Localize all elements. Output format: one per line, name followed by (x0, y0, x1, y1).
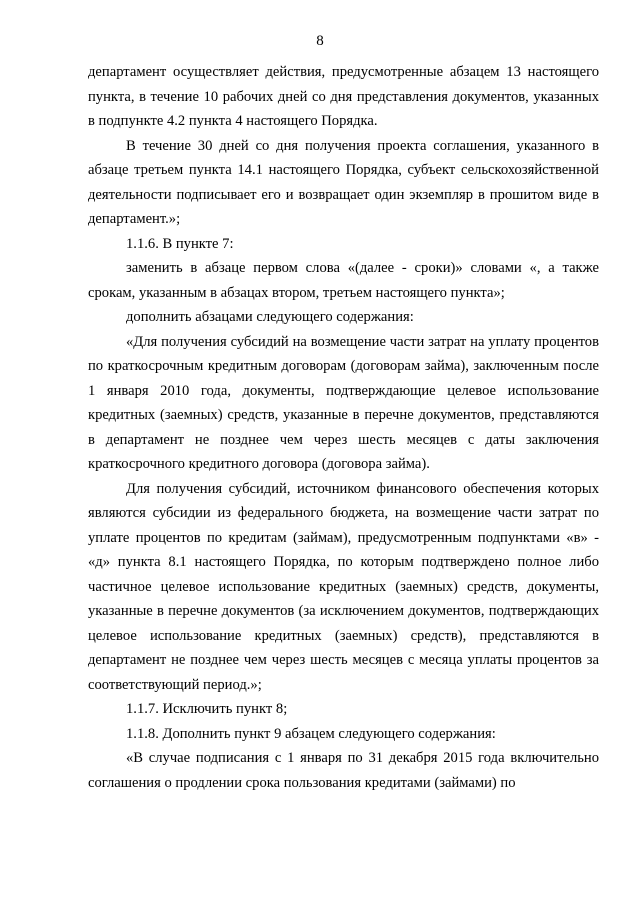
paragraph-item-1-1-8: 1.1.8. Дополнить пункт 9 абзацем следующего содержания: (126, 725, 496, 742)
paragraph-item-1-1-6: 1.1.6. В пункте 7: (126, 235, 234, 252)
paragraph-item-1-1-7: 1.1.7. Исключить пункт 8; (126, 701, 288, 717)
paragraph-signing-term: В течение 30 дней со дня получения проекта соглашения, указанного в абзаце третьем пункта 14.1 настоящего Порядка, субъект сельскохозяйственной деятельности подписывает его и возвращает один экземпляр в прошитом виде в департамент.»; (88, 137, 599, 227)
page-number: 8 (316, 33, 324, 49)
paragraph-supplement: дополнить абзацами следующего содержания: (126, 309, 414, 325)
paragraph-short-term-loans: «Для получения субсидий на возмещение части затрат на уплату процентов по краткосрочным кредитным договорам (договорам займа), заключенным после 1 января 2010 года, документы, подтверждающие целевое использование кредитных (заемных) средств, указанные в перечне документов, представляются в департамент не позднее чем через шесть месяцев с даты заключения краткосрочного кредитного договора (договора займа). (88, 333, 599, 472)
paragraph-continuation: департамент осуществляет действия, предусмотренные абзацем 13 настоящего пункта, в течение 10 рабочих дней со дня представления документов, указанных в подпункте 4.2 пункта 4 настоящего Порядка. (88, 64, 599, 129)
document-body (88, 60, 599, 795)
paragraph-extension-agreement: «В случае подписания с 1 января по 31 декабря 2015 года включительно соглашения о продлении срока пользования кредитами (займами) по (88, 750, 599, 791)
paragraph-replace-words: заменить в абзаце первом слова «(далее - сроки)» словами «, а также срокам, указанным в абзацах втором, третьем настоящего пункта»; (88, 260, 599, 301)
paragraph-federal-subsidies: Для получения субсидий, источником финансового обеспечения которых являются субсидии из федерального бюджета, на возмещение части затрат по уплате процентов по кредитам (займам), предусмотренным подпунктами «в» - «д» пункта 8.1 настоящего Порядка, по которым подтверждено полное либо частичное целевое использование кредитных (заемных) средств, документы, указанные в перечне документов (за исключением документов, подтверждающих целевое использование кредитных (заемных) средств), представляются в департамент не позднее чем через шесть месяцев с месяца уплаты процентов за соответствующий период.»; (88, 480, 599, 693)
